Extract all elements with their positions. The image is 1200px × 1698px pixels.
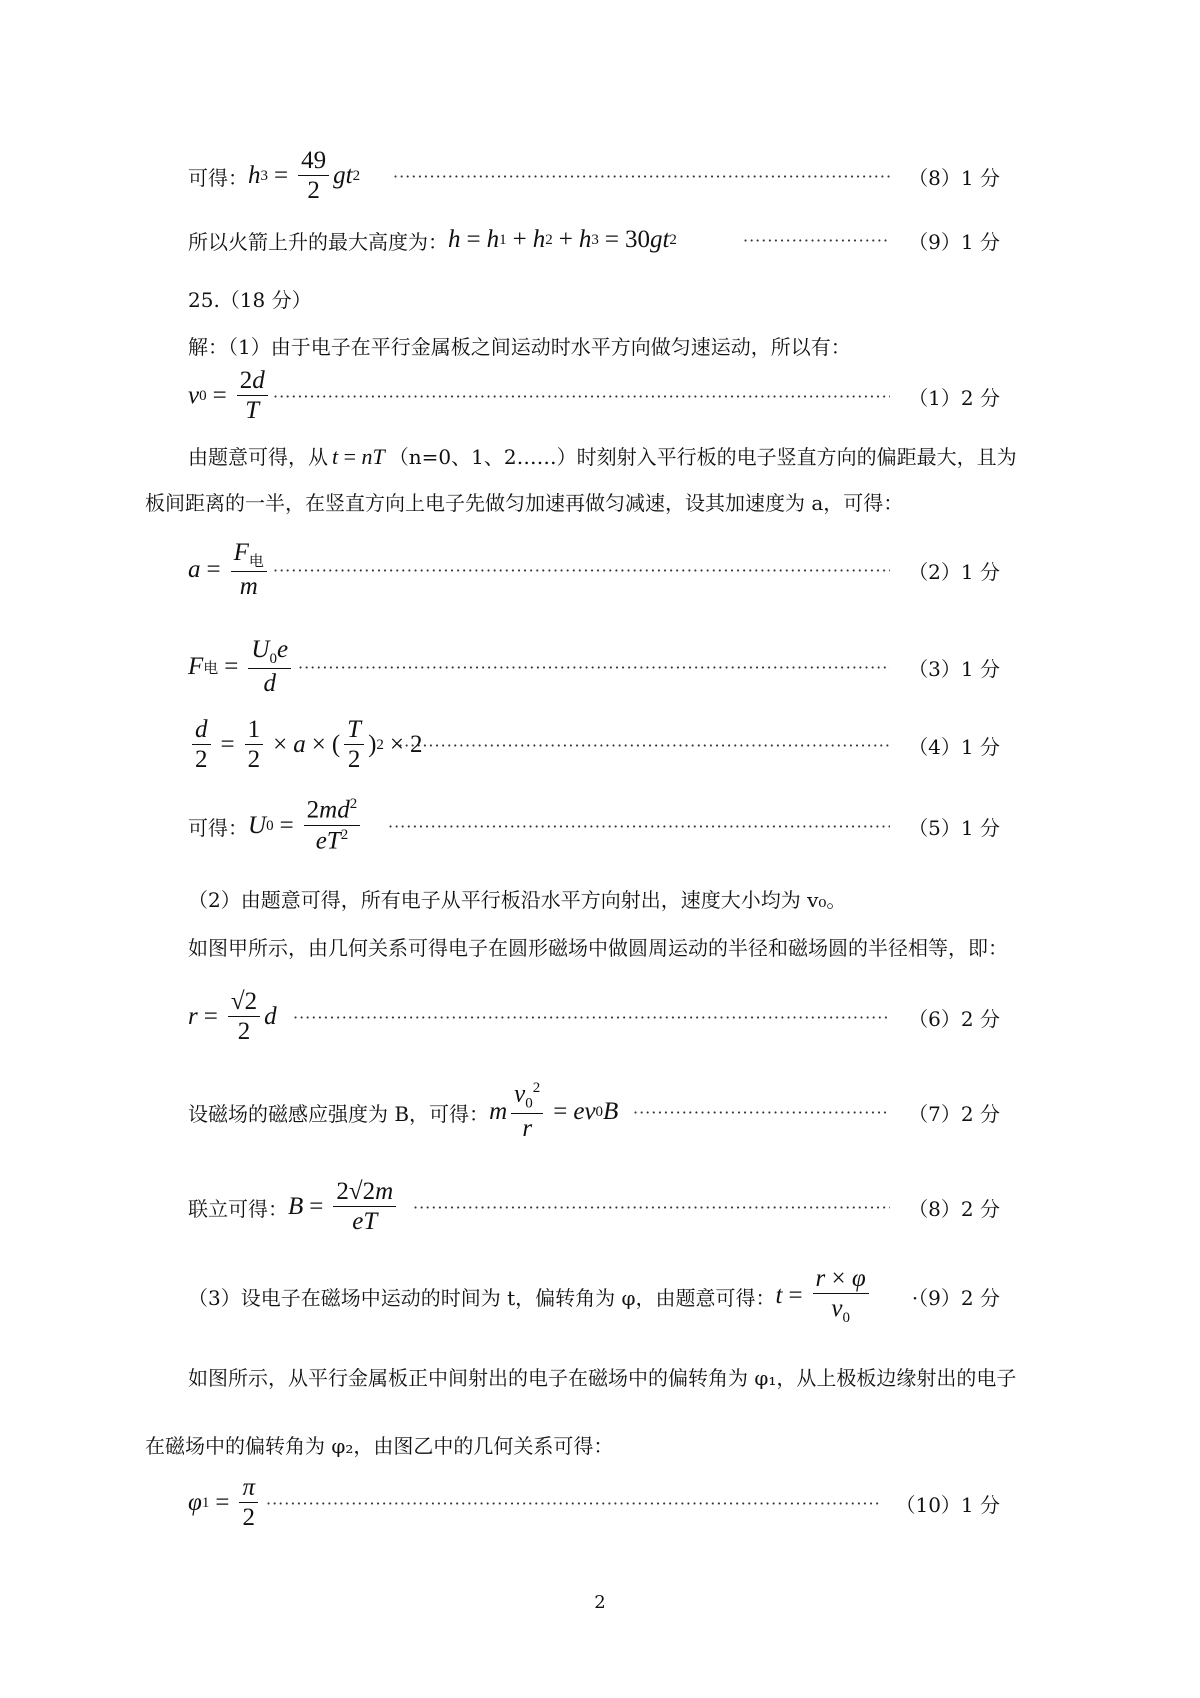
dot-leader (273, 366, 890, 426)
paragraph: （2）由题意可得，所有电子从平行板沿水平方向射出，速度大小均为 v₀。 (188, 888, 847, 912)
score-label: （8）1 分 (908, 165, 1000, 190)
score-label: （9）1 分 (908, 229, 1000, 254)
equation-row-7 (188, 1082, 1000, 1142)
equation-acceleration: a = $\frac{F_电}{m}$ (188, 540, 271, 601)
equation-v0: v 0 = $\frac{2d}{T}$ (188, 368, 272, 425)
equation-row-3 (188, 637, 1000, 697)
equation-row-5 (188, 796, 1000, 856)
equation-row-6 (188, 987, 1000, 1047)
equation-row-9 (188, 1266, 1000, 1326)
equation-row-max-height (188, 210, 1000, 270)
equation-row-8 (188, 1177, 1000, 1237)
equation-row-2 (188, 540, 1000, 600)
question-title: 25.（18 分） (188, 288, 312, 312)
page-number: 2 (594, 1592, 606, 1613)
equation-b-field: B = $\frac{2√2m}{eT}$ (288, 1179, 400, 1236)
eq-prefix: 联立可得： (188, 1196, 288, 1221)
dot-leader (743, 210, 890, 270)
equation-h3: h 3 = $\frac{49}{2}$ gt 2 (248, 146, 361, 204)
eq-prefix: 可得： (188, 815, 248, 840)
equation-u0: U 0 = $\frac{2md^2}{eT^2}$ (248, 797, 364, 854)
score-label: （5）1 分 (908, 815, 1000, 840)
equation-displacement: $\frac{d}{2}$ = $\frac{1}{2}$ × a × ( $\frac{T}{2}$ ) 2 × 2 (188, 717, 423, 774)
paragraph: 解：（1）由于电子在平行金属板之间运动时水平方向做匀速运动，所以有： (188, 335, 851, 359)
dot-leader (266, 1473, 880, 1533)
dot-leader (388, 796, 890, 856)
score-label: （4）1 分 (908, 734, 1000, 759)
equation-row-10 (188, 1473, 1000, 1533)
score-label: （7）2 分 (908, 1101, 1000, 1126)
equation-max-height: h = h 1 + h 2 + h 3 = 30 gt 2 (448, 226, 677, 253)
dot-leader (393, 146, 890, 206)
paragraph: 如图甲所示，由几何关系可得电子在圆形磁场中做圆周运动的半径和磁场圆的半径相等，即： (188, 936, 1008, 960)
dot-leader (633, 1082, 890, 1142)
score-label: （1）2 分 (908, 385, 1000, 410)
paragraph: 由题意可得，从 t = nT （n=0、1、2……）时刻射入平行板的电子竖直方向的偏距最大，且为 (188, 444, 1017, 469)
equation-phi1: φ 1 = $\frac{\pi}{2}$ (188, 1475, 262, 1532)
score-label: （8）2 分 (908, 1196, 1000, 1221)
equation-radius: r = $\frac{√2}{2}$ d (188, 987, 277, 1045)
score-label: （2）1 分 (908, 559, 1000, 584)
eq-prefix: 设磁场的磁感应强度为 B，可得： (188, 1101, 490, 1126)
dot-leader (413, 1177, 890, 1237)
score-label: （6）2 分 (908, 1006, 1000, 1031)
equation-row-1 (188, 366, 1000, 426)
dot-leader (273, 540, 890, 600)
eq-prefix: 所以火箭上升的最大高度为： (188, 229, 448, 254)
score-label: （3）1 分 (908, 656, 1000, 681)
score-label: ·（9）2 分 (911, 1285, 1000, 1310)
score-label: （10）1 分 (895, 1492, 1000, 1517)
paragraph: 板间距离的一半，在竖直方向上电子先做匀加速再做匀减速，设其加速度为 a，可得： (145, 491, 904, 515)
paragraph: 在磁场中的偏转角为 φ₂，由图乙中的几何关系可得： (145, 1434, 614, 1458)
dot-leader (398, 715, 890, 775)
dot-leader (293, 987, 890, 1047)
equation-row-h3 (188, 146, 1000, 206)
equation-lorentz: m $\frac{v_0^2}{r}$ = ev 0 B (489, 1080, 619, 1143)
paragraph: 如图所示，从平行金属板正中间射出的电子在磁场中的偏转角为 φ₁，从上极板边缘射出的电子 (188, 1366, 1017, 1390)
paragraph: （3）设电子在磁场中运动的时间为 t，偏转角为 φ，由题意可得： (188, 1285, 776, 1310)
equation-force: F 电 = $\frac{U_0e}{d}$ (188, 637, 295, 698)
equation-row-4 (188, 715, 1000, 775)
equation-time: t = $\frac{r \times \varphi}{v_0}$ (775, 1266, 872, 1327)
dot-leader (298, 637, 890, 697)
eq-prefix: 可得： (188, 165, 248, 190)
